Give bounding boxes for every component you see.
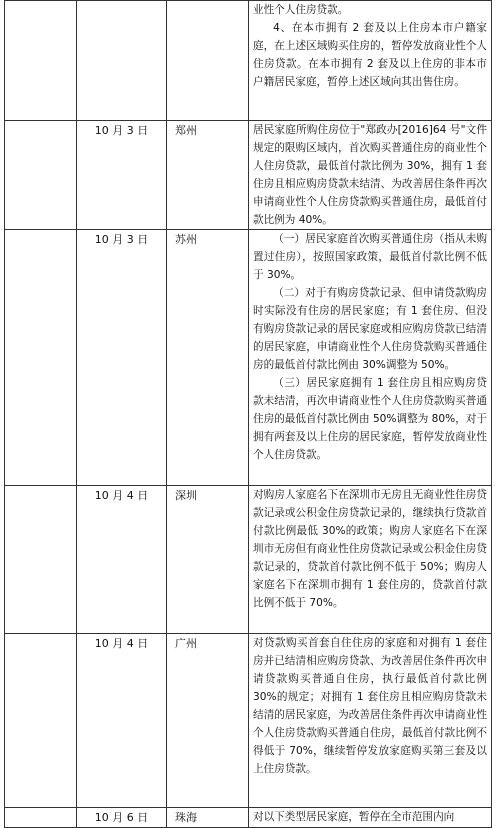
blank-cell <box>5 1 77 121</box>
policy-paragraph: 对贷款购买首套自住住房的家庭和对拥有 1 套住房并已结清相应购房贷款、为改善居住条件再次申请贷款购买普通自住房，执行最低首付款比例 30%的规定；对拥有 1 套住房且相应购房贷款未结清的居民家庭，为改善居住条件再次申请商业性个人住房贷款购买普通自住房，最低首付款比例不得低于 70%，继续暂停发放家庭购买第三套及以上住房贷款。 <box>253 637 487 775</box>
city-cell: 深圳 <box>167 486 249 634</box>
policy-cell <box>249 634 492 808</box>
policy-paragraph: （二）对于有购房贷款记录、但申请贷款购房时实际没有住房的居民家庭；有 1 套住房、但没有购房贷款记录的居民家庭或相应购房贷款已结清的居民家庭，申请商业性个人住房贷款购买普通住房的最低首付款比例由 30%调整为 50%。 <box>253 287 487 371</box>
date-cell: 10 月 4 日 <box>77 634 167 808</box>
policy-paragraph: 对购房人家庭名下在深圳市无房且无商业性住房贷款记录或公积金住房贷款记录的，继续执行贷款首付款比例最低 30%的政策；购房人家庭名下在深圳市无房但有商业性住房贷款记录或公积金住房贷款记录的，贷款首付款比例不低于 50%；购房人家庭名下在深圳市拥有 1 套住房的，贷款首付款比例不低于 70%。 <box>253 489 487 609</box>
policy-paragraph: （一）居民家庭首次购买普通住房（指从未购置过住房），按照国家政策，最低首付款比例不低于 30%。 <box>253 233 487 281</box>
city-cell: 广州 <box>167 634 249 808</box>
table-row <box>5 121 492 230</box>
policy-paragraph: （三）居民家庭拥有 1 套住房且相应购房贷款未结清，再次申请商业性个人住房贷款购买普通住房的最低首付款比例由 50%调整为 80%，对于拥有两套及以上住房的居民家庭，暂停发放商业性个人住房贷款。 <box>253 377 487 461</box>
policy-cell <box>249 230 492 486</box>
blank-cell <box>5 486 77 634</box>
table-row <box>5 634 492 808</box>
policy-cell <box>249 486 492 634</box>
table-row <box>5 1 492 121</box>
blank-cell <box>5 634 77 808</box>
policy-paragraph: 4、在本市拥有 2 套及以上住房本市户籍家庭，在上述区域购买住房的，暂停发放商业性个人住房贷款。在本市拥有 2 套及以上住房的非本市户籍居民家庭，暂停上述区域向其出售住房。 <box>253 22 487 88</box>
policy-cell <box>249 1 492 121</box>
date-cell: 10 月 3 日 <box>77 230 167 486</box>
blank-cell <box>5 121 77 230</box>
policy-table <box>4 0 492 828</box>
date-cell: 10 月 6 日 <box>77 808 167 828</box>
date-cell <box>77 1 167 121</box>
date-cell: 10 月 3 日 <box>77 121 167 230</box>
policy-table-body <box>5 1 492 828</box>
policy-cell <box>249 121 492 230</box>
policy-paragraph: 对以下类型居民家庭，暂停在全市范围内向 <box>253 811 455 823</box>
city-cell: 苏州 <box>167 230 249 486</box>
table-row <box>5 486 492 634</box>
table-row <box>5 230 492 486</box>
city-cell <box>167 1 249 121</box>
policy-paragraph: 业性个人住房贷款。 <box>253 4 349 16</box>
date-cell: 10 月 4 日 <box>77 486 167 634</box>
policy-paragraph: 居民家庭所购住房位于"郑政办[2016]64 号"文件规定的限购区域内，首次购买普通住房的商业性个人住房贷款，最低首付款比例为 30%，拥有 1 套住房且相应购房贷款未结清、为改善居住条件再次申请商业性个人住房贷款购买普通住房，最低首付款比例为 40%。 <box>253 124 487 226</box>
city-cell: 郑州 <box>167 121 249 230</box>
blank-cell <box>5 230 77 486</box>
city-cell: 珠海 <box>167 808 249 828</box>
